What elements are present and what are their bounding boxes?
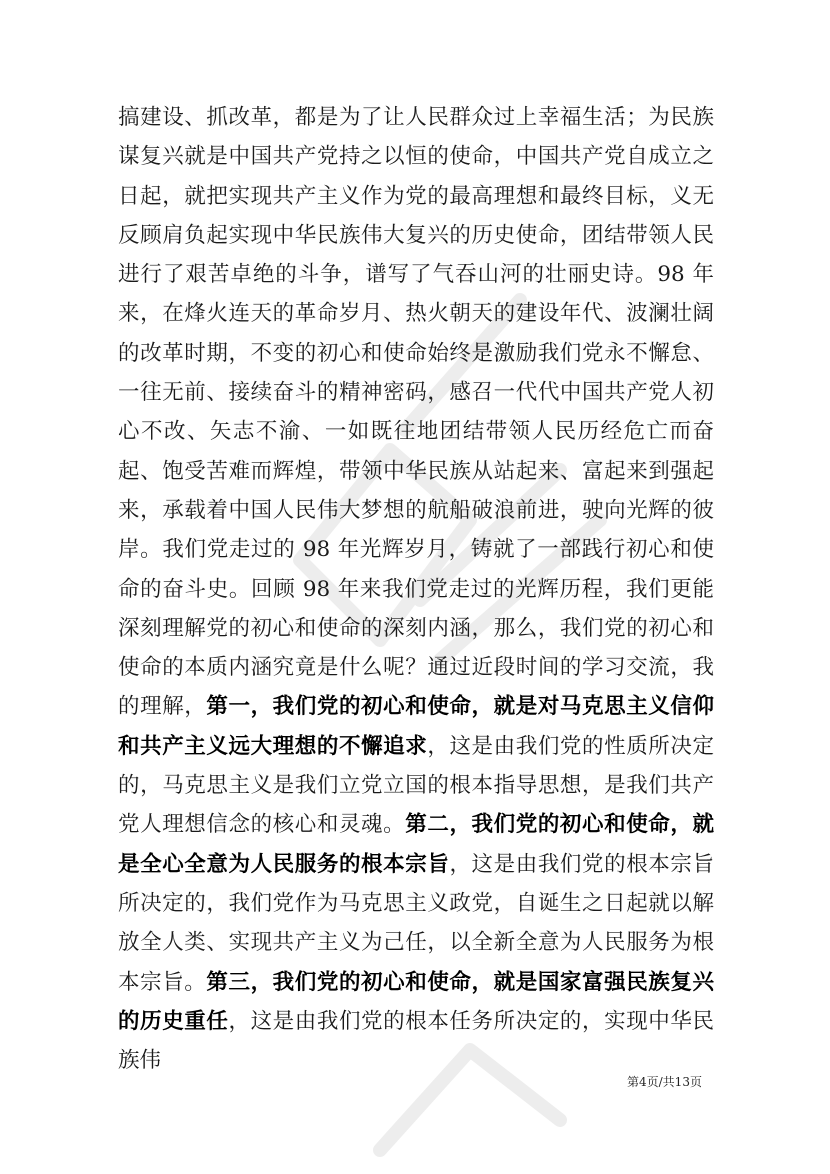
text-segment: ，这是由我们党的性质所决定的，马克思主义是我们立党立国的根本指导思想，是我们共产党人理想信念的核心和灵魂。 bbox=[118, 733, 714, 838]
text-segment: 搞建设、抓改革，都是为了让人民群众过上幸福生活；为民族谋复兴就是中国共产党持之以恒的使命，中国共产党自成立之日起，就把实现共产主义作为党的最高理想和最终目标，义无反顾肩负起实现中华民族伟大复兴的历史使命，团结带领人民进行了艰苦卓绝的斗争，谱写了气吞山河的壮丽史诗。98 年来，在烽火连天的革命岁月、热火朝天的建设年代、波澜壮阔的改革时期，不变的初心和使命始终是激励我们党永不懈怠、一往无前、接续奋斗的精神密码，感召一代代中国共产党人初心不改、矢志不渝、一如既往地团结带领人民历经危亡而奋起、饱受苦难而辉煌，带领中华民族从站起来、富起来到强起来，承载着中国人民伟大梦想的航船破浪前进，驶向光辉的彼岸。我们党走过的 98 年光辉岁月，铸就了一部践行初心和使命的奋斗史。回顾 98 年来我们党走过的光辉历程，我们更能深刻理解党的初心和使命的深刻内涵，那么，我们党的初心和使命的本质内涵究竟是什么呢？通过近段时间的学习交流，我的理解， bbox=[118, 105, 714, 720]
body-text bbox=[118, 98, 714, 1080]
text-segment: ，这是由我们党的根本任务所决定的，实现中华民族伟 bbox=[118, 1008, 714, 1074]
bold-point-one: 第一，我们党的初心和使命，就是对马克思主义信仰和共产主义远大理想的不懈追求 bbox=[118, 694, 714, 759]
page-number: 第4页/共13页 bbox=[627, 1075, 702, 1089]
bold-point-two: 第二，我们党的初心和使命，就是全心全意为人民服务的根本宗旨 bbox=[118, 812, 714, 877]
bold-point-three: 第三，我们党的初心和使命，就是国家富强民族复兴的历史重任 bbox=[118, 969, 714, 1034]
text-segment: ，这是由我们党的根本宗旨所决定的，我们党作为马克思主义政党，自诞生之日起就以解放全人类、实现共产主义为己任，以全新全意为人民服务为根本宗旨。 bbox=[118, 851, 714, 995]
